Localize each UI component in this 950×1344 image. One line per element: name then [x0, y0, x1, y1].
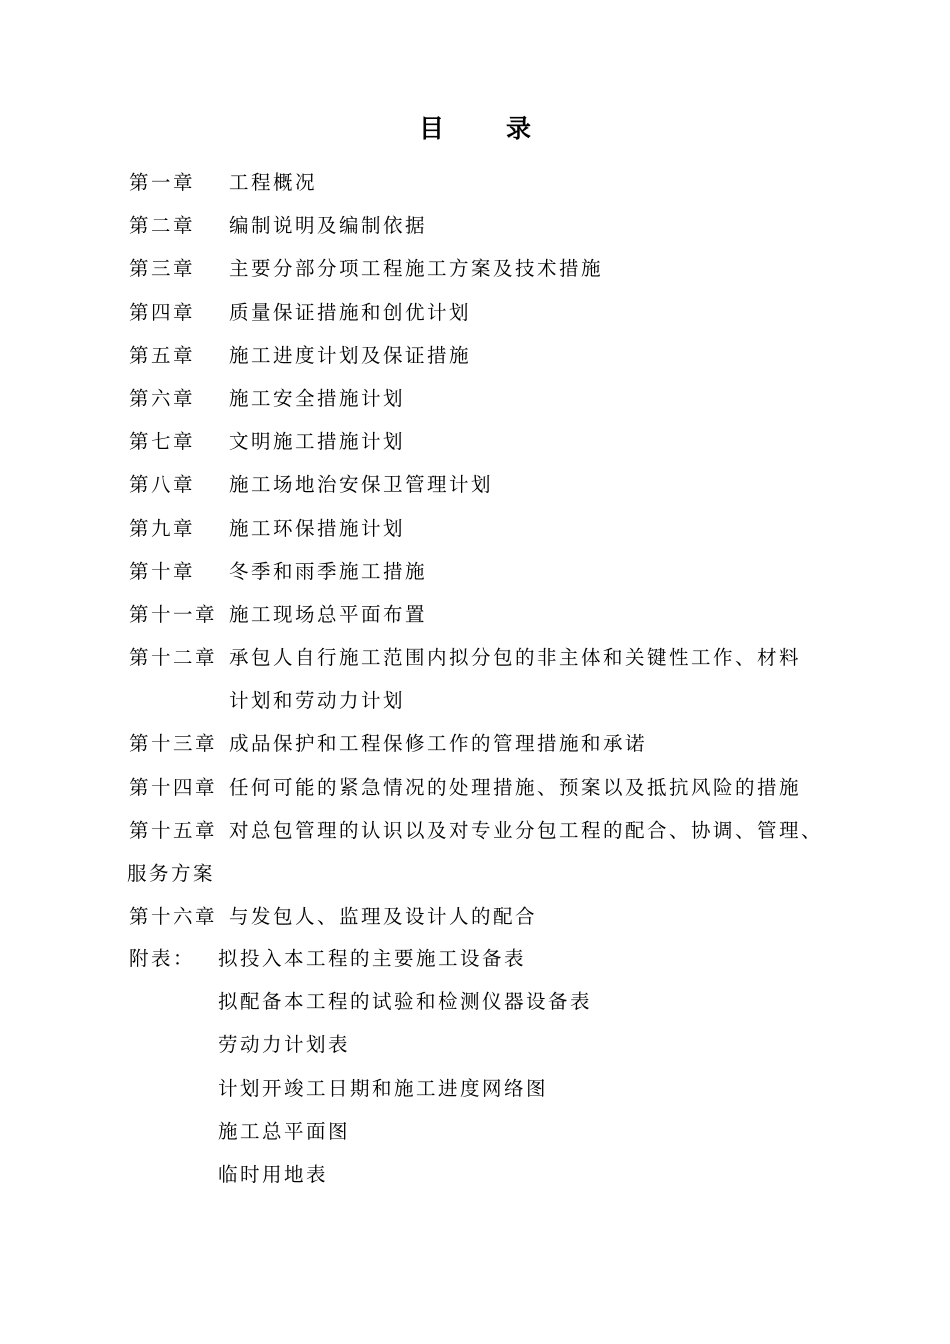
- appendix-item-title: 临时用地表: [218, 1162, 329, 1186]
- chapter-number: 第十二章: [129, 646, 218, 670]
- chapter-number: 第十四章: [129, 775, 218, 799]
- toc-entry-14: [129, 766, 829, 809]
- chapter-title-continuation: 服务方案: [127, 862, 216, 885]
- chapter-title: 编制说明及编制依据: [229, 214, 428, 238]
- appendix-item-title: 施工总平面图: [218, 1119, 351, 1143]
- toc-entry-15: [129, 809, 829, 852]
- toc-entry-15-continuation: [129, 852, 829, 895]
- title-char: 目: [418, 114, 444, 143]
- toc-entry-4: [129, 291, 829, 334]
- chapter-number: 第十章: [129, 559, 196, 583]
- chapter-number: 第十五章: [129, 818, 218, 842]
- appendix-item: [129, 937, 829, 980]
- appendix-item-title: 拟配备本工程的试验和检测仪器设备表: [218, 990, 593, 1014]
- toc-entry-13: [129, 722, 829, 765]
- chapter-title: 施工安全措施计划: [229, 386, 406, 410]
- appendix-label: 附表：: [129, 947, 196, 970]
- chapter-title: 成品保护和工程保修工作的管理措施和承诺: [229, 732, 648, 756]
- appendix-item-title: 计划开竣工日期和施工进度网络图: [218, 1076, 549, 1100]
- toc-entry-10: [129, 550, 829, 593]
- toc-entry-11: [129, 593, 829, 636]
- chapter-title: 承包人自行施工范围内拟分包的非主体和关键性工作、材料: [229, 646, 802, 670]
- chapter-title: 文明施工措施计划: [229, 430, 406, 454]
- chapter-title: 质量保证措施和创优计划: [229, 300, 472, 324]
- toc-entry-9: [129, 507, 829, 550]
- chapter-title: 工程概况: [229, 171, 318, 194]
- chapter-number: 第一章: [129, 171, 196, 194]
- toc-entry-3: [129, 247, 829, 290]
- chapter-number: 第十六章: [129, 905, 218, 929]
- toc-entry-12-continuation: [129, 679, 829, 722]
- appendix-item: [129, 1110, 829, 1153]
- chapter-number: 第七章: [129, 430, 196, 454]
- appendix-item: [129, 980, 829, 1023]
- chapter-number: 第十三章: [129, 732, 218, 756]
- chapter-title: 施工现场总平面布置: [229, 602, 428, 626]
- table-of-contents: [129, 161, 829, 938]
- chapter-number: 第五章: [129, 343, 196, 367]
- appendix-item: [129, 1067, 829, 1110]
- toc-entry-12: [129, 636, 829, 679]
- chapter-title: 任何可能的紧急情况的处理措施、预案以及抵抗风险的措施: [229, 775, 802, 799]
- chapter-number: 第三章: [129, 257, 196, 281]
- chapter-number: 第二章: [129, 214, 196, 238]
- chapter-title: 施工环保措施计划: [229, 516, 406, 540]
- chapter-title: 与发包人、监理及设计人的配合: [229, 905, 538, 929]
- toc-entry-5: [129, 334, 829, 377]
- toc-entry-16: [129, 895, 829, 938]
- appendix-item-title: 拟投入本工程的主要施工设备表: [218, 947, 527, 970]
- appendix-item-title: 劳动力计划表: [218, 1033, 351, 1057]
- appendix-item: [129, 1153, 829, 1196]
- appendix-item: [129, 1023, 829, 1066]
- chapter-number: 第九章: [129, 516, 196, 540]
- toc-entry-6: [129, 377, 829, 420]
- chapter-title: 施工场地治安保卫管理计划: [229, 473, 494, 497]
- page-title: [0, 112, 950, 146]
- title-char: 录: [506, 114, 532, 143]
- appendix-list: [129, 937, 829, 1196]
- chapter-title: 对总包管理的认识以及对专业分包工程的配合、协调、管理、: [229, 818, 824, 842]
- toc-entry-8: [129, 463, 829, 506]
- chapter-number: 第四章: [129, 300, 196, 324]
- chapter-number: 第六章: [129, 386, 196, 410]
- toc-entry-1: [129, 161, 829, 204]
- chapter-title: 施工进度计划及保证措施: [229, 343, 472, 367]
- toc-entry-7: [129, 420, 829, 463]
- toc-entry-2: [129, 204, 829, 247]
- chapter-title-continuation: 计划和劳动力计划: [229, 689, 406, 713]
- chapter-title: 冬季和雨季施工措施: [229, 559, 428, 583]
- chapter-number: 第八章: [129, 473, 196, 497]
- chapter-number: 第十一章: [129, 602, 218, 626]
- chapter-title: 主要分部分项工程施工方案及技术措施: [229, 257, 604, 281]
